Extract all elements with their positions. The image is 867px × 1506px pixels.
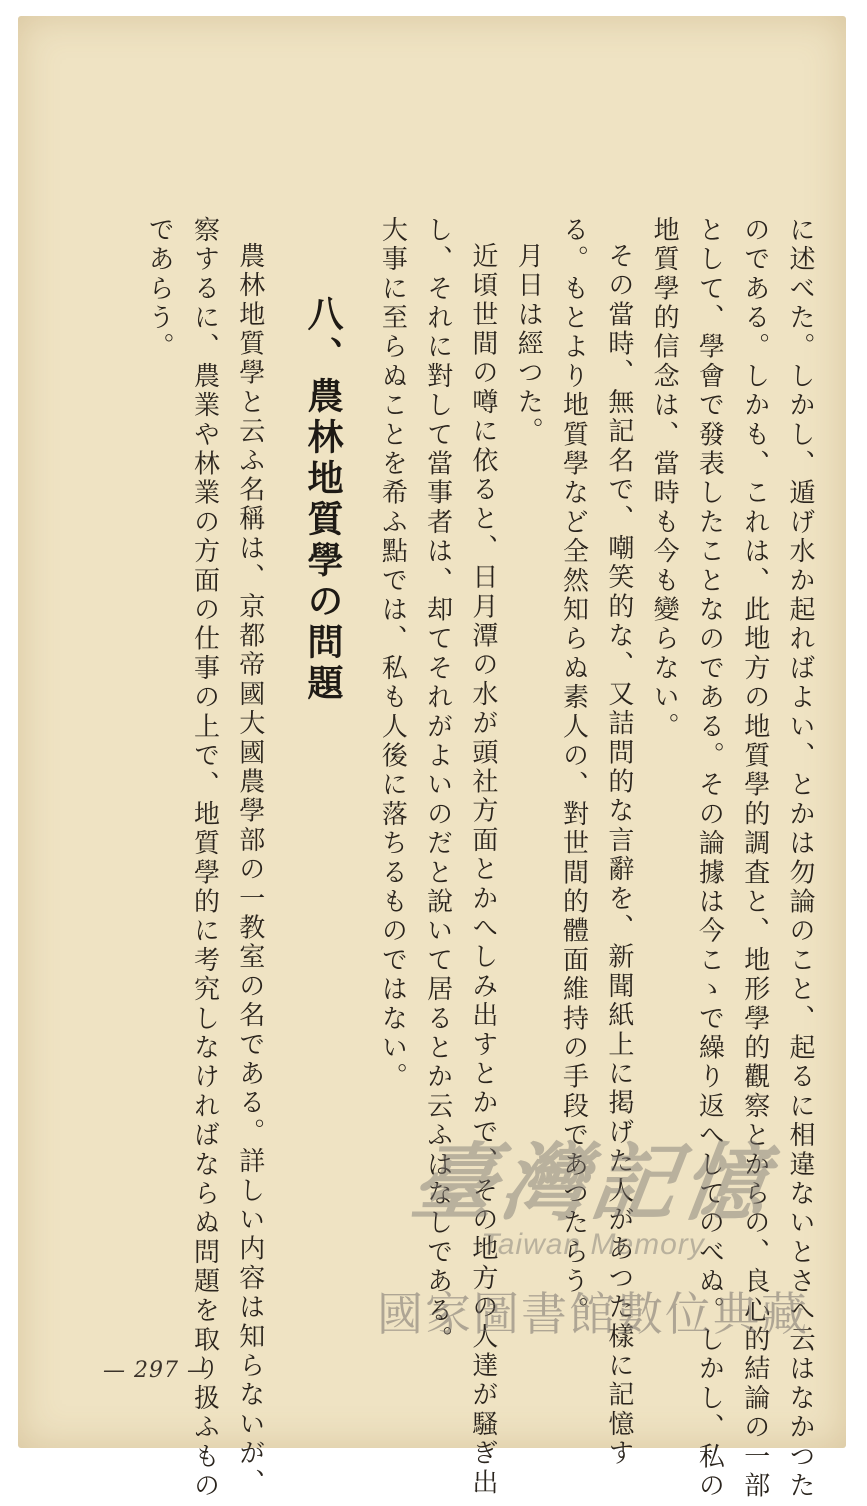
section-heading: 八、農林地質學の問題 xyxy=(302,295,344,706)
paragraph-newspaper: その當時、無記名で、嘲笑的な、又詰問的な言辭を、新聞紙上に掲げた人があつた樣に記憶する。もとより地質學など全然知らぬ素人の、對世間的體面維持の手段であつたらう。 xyxy=(558,216,634,1469)
library-watermark xyxy=(358,1116,828,1386)
paragraph-agroforestry-geology: 農林地質學と云ふ名稱は、京都帝國大國農學部の一教室の名である。詳しい内容は知らないが、察するに、農業や林業の方面の仕事の上で、地質學的に考究しなければならぬ問題を取り扱ふものであらう。 xyxy=(144,216,265,1501)
watermark-chinese: 國家圖書館數位典藏 xyxy=(377,1287,809,1341)
paragraph-rumor: 近頃世間の噂に依ると、日月潭の水が頭社方面とかへしみ出すとかで、その地方の人達が騷ぎ出し、それに對して當事者は、却てそれがよいのだと說いて居るとか云ふはなしである。 xyxy=(422,216,498,1498)
paragraph-continuation: に述べた。しかし、遁げ水か起ればよい、とかは勿論のこと、起るに相違ないとさへ云はなかつたのである。しかも、これは、此地方の地質學的調査と、地形學的觀察とからの、良心的結論の一部として、學會で發表したことなのである。その論據は今こゝで繰り返へしてのべぬ。しかし、私の地質學的信念は、當時も今も變らない。 xyxy=(649,216,815,1501)
paragraph-time-passed: 月日は經つた。 xyxy=(513,242,544,447)
book-page xyxy=(18,16,846,1501)
watermark-english: Taiwan Memory xyxy=(481,1228,705,1261)
paragraph-hope: 大事に至らぬことを希ふ點では、私も人後に落ちるものではない。 xyxy=(377,216,408,1093)
page-number: — 297 — xyxy=(103,1358,210,1383)
watermark-script: 臺灣記憶 xyxy=(405,1133,780,1232)
